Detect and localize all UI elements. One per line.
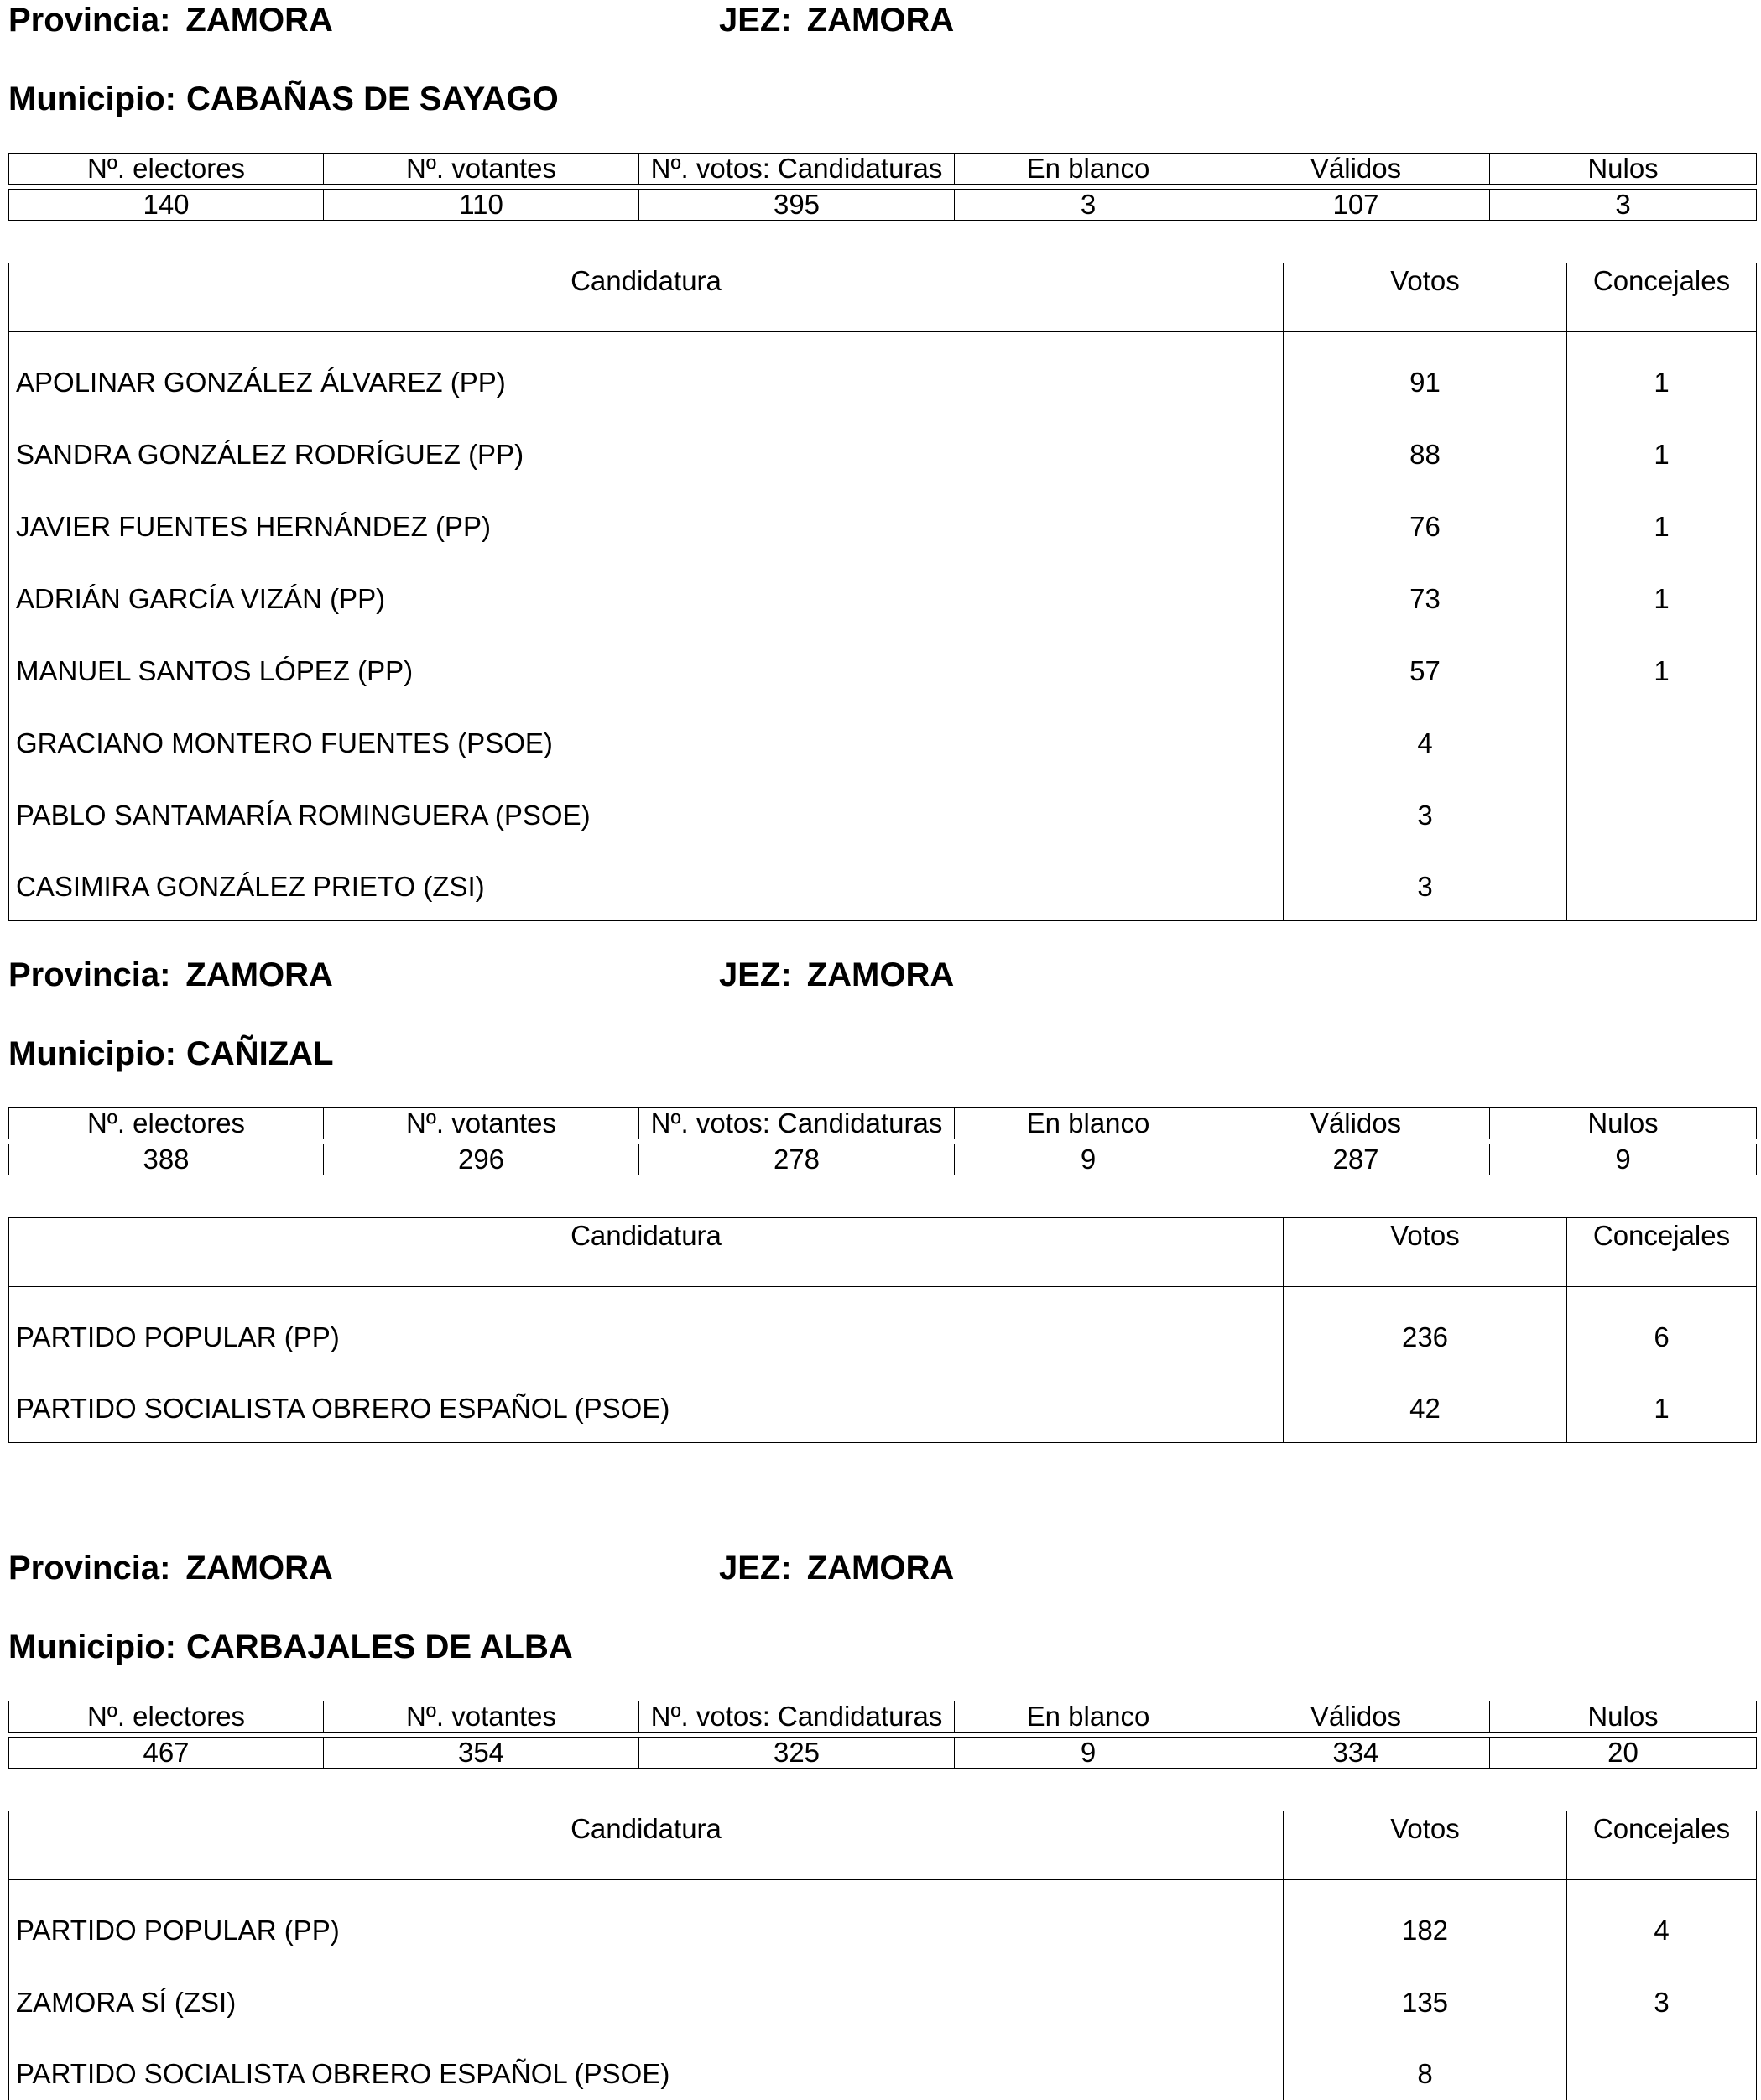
stats-table	[8, 1107, 1757, 1175]
provincia-heading	[8, 955, 333, 995]
votos-cell: 76	[1284, 488, 1567, 560]
table-row	[9, 488, 1757, 560]
concejales-cell: 6	[1567, 1287, 1757, 1371]
results-table	[8, 1217, 1757, 1443]
candidatura-header: Candidatura	[9, 263, 1284, 332]
candidatura-header: Candidatura	[9, 1811, 1284, 1880]
jez-heading	[719, 1548, 954, 1588]
stats-header-cell: Nº. votos: Candidaturas	[639, 154, 955, 185]
concejales-cell: 1	[1567, 1371, 1757, 1443]
stats-header-row	[9, 154, 1757, 185]
results-table	[8, 1811, 1757, 2100]
stats-value-row	[9, 1144, 1757, 1175]
table-row	[9, 1287, 1757, 1371]
stats-header-cell: Válidos	[1222, 1701, 1490, 1733]
stats-header-cell: Nº. votantes	[324, 154, 639, 185]
stats-header-cell: Nulos	[1490, 1701, 1757, 1733]
concejales-cell	[1567, 2036, 1757, 2100]
stats-value-cell: 20	[1490, 1738, 1757, 1769]
concejales-cell: 1	[1567, 560, 1757, 633]
candidatura-cell: CASIMIRA GONZÁLEZ PRIETO (ZSI)	[9, 849, 1284, 921]
votos-cell: 135	[1284, 1964, 1567, 2036]
stats-header-cell: En blanco	[955, 154, 1222, 185]
stats-header-cell: En blanco	[955, 1108, 1222, 1139]
votos-cell: 42	[1284, 1371, 1567, 1443]
concejales-cell: 1	[1567, 416, 1757, 488]
stats-header-cell: Nº. votos: Candidaturas	[639, 1108, 955, 1139]
votos-cell: 73	[1284, 560, 1567, 633]
municipio-label: Municipio:	[8, 1035, 176, 1072]
concejales-cell: 1	[1567, 488, 1757, 560]
votos-cell: 91	[1284, 332, 1567, 416]
votos-cell: 3	[1284, 849, 1567, 921]
provincia-heading	[8, 0, 333, 40]
candidatura-cell: ADRIÁN GARCÍA VIZÁN (PP)	[9, 560, 1284, 633]
jez-value: ZAMORA	[806, 2, 955, 39]
stats-value-cell: 395	[639, 190, 955, 221]
jez-label: JEZ:	[719, 956, 792, 993]
municipio-heading	[8, 1034, 334, 1074]
municipio-value: CABAÑAS DE SAYAGO	[185, 81, 559, 117]
candidatura-cell: PARTIDO POPULAR (PP)	[9, 1880, 1284, 1964]
stats-value-cell: 278	[639, 1144, 955, 1175]
votos-header: Votos	[1284, 1218, 1567, 1287]
results-table	[8, 263, 1757, 921]
provincia-heading	[8, 1548, 333, 1588]
concejales-cell	[1567, 777, 1757, 849]
votos-cell: 88	[1284, 416, 1567, 488]
municipio-value: CARBAJALES DE ALBA	[185, 1628, 573, 1665]
results-header-row	[9, 1811, 1757, 1880]
stats-header-cell: Nº. electores	[9, 1108, 324, 1139]
stats-value-cell: 467	[9, 1738, 324, 1769]
candidatura-cell: PABLO SANTAMARÍA ROMINGUERA (PSOE)	[9, 777, 1284, 849]
stats-value-cell: 296	[324, 1144, 639, 1175]
concejales-cell	[1567, 705, 1757, 777]
provincia-value: ZAMORA	[185, 2, 333, 39]
stats-value-cell: 140	[9, 190, 324, 221]
candidatura-cell: ZAMORA SÍ (ZSI)	[9, 1964, 1284, 2036]
stats-header-cell: Nº. electores	[9, 154, 324, 185]
stats-header-cell: Nulos	[1490, 154, 1757, 185]
candidatura-cell: JAVIER FUENTES HERNÁNDEZ (PP)	[9, 488, 1284, 560]
stats-value-cell: 9	[955, 1738, 1222, 1769]
candidatura-cell: GRACIANO MONTERO FUENTES (PSOE)	[9, 705, 1284, 777]
table-row	[9, 1964, 1757, 2036]
provincia-label: Provincia:	[8, 2, 171, 39]
candidatura-cell: PARTIDO SOCIALISTA OBRERO ESPAÑOL (PSOE)	[9, 2036, 1284, 2100]
table-row	[9, 1371, 1757, 1443]
votos-cell: 8	[1284, 2036, 1567, 2100]
stats-value-cell: 287	[1222, 1144, 1490, 1175]
table-row	[9, 849, 1757, 921]
concejales-cell: 1	[1567, 332, 1757, 416]
stats-value-cell: 354	[324, 1738, 639, 1769]
candidatura-cell: PARTIDO SOCIALISTA OBRERO ESPAÑOL (PSOE)	[9, 1371, 1284, 1443]
stats-value-cell: 325	[639, 1738, 955, 1769]
jez-label: JEZ:	[719, 2, 792, 39]
stats-value-row	[9, 190, 1757, 221]
stats-header-row	[9, 1108, 1757, 1139]
votos-cell: 182	[1284, 1880, 1567, 1964]
results-header-row	[9, 263, 1757, 332]
stats-table	[8, 153, 1757, 221]
provincia-value: ZAMORA	[185, 956, 333, 993]
concejales-header: Concejales	[1567, 1218, 1757, 1287]
votos-header: Votos	[1284, 1811, 1567, 1880]
jez-heading	[719, 0, 954, 40]
votos-cell: 57	[1284, 633, 1567, 705]
stats-header-cell: Nº. electores	[9, 1701, 324, 1733]
stats-value-cell: 110	[324, 190, 639, 221]
concejales-cell: 3	[1567, 1964, 1757, 2036]
stats-header-row	[9, 1701, 1757, 1733]
stats-header-cell: Nulos	[1490, 1108, 1757, 1139]
table-row	[9, 633, 1757, 705]
jez-value: ZAMORA	[806, 1550, 955, 1587]
table-row	[9, 416, 1757, 488]
table-row	[9, 332, 1757, 416]
municipio-heading	[8, 1627, 573, 1667]
stats-value-cell: 9	[1490, 1144, 1757, 1175]
candidatura-cell: SANDRA GONZÁLEZ RODRÍGUEZ (PP)	[9, 416, 1284, 488]
concejales-cell: 1	[1567, 633, 1757, 705]
stats-header-cell: Válidos	[1222, 154, 1490, 185]
stats-value-cell: 107	[1222, 190, 1490, 221]
concejales-header: Concejales	[1567, 1811, 1757, 1880]
results-header-row	[9, 1218, 1757, 1287]
concejales-cell: 4	[1567, 1880, 1757, 1964]
table-row	[9, 2036, 1757, 2100]
table-row	[9, 1880, 1757, 1964]
stats-value-cell: 3	[1490, 190, 1757, 221]
stats-header-cell: Nº. votantes	[324, 1108, 639, 1139]
concejales-cell	[1567, 849, 1757, 921]
candidatura-cell: PARTIDO POPULAR (PP)	[9, 1287, 1284, 1371]
provincia-value: ZAMORA	[185, 1550, 333, 1587]
municipio-label: Municipio:	[8, 1628, 176, 1665]
stats-header-cell: Válidos	[1222, 1108, 1490, 1139]
municipio-heading	[8, 79, 559, 119]
provincia-label: Provincia:	[8, 956, 171, 993]
stats-table	[8, 1701, 1757, 1769]
table-row	[9, 777, 1757, 849]
provincia-label: Provincia:	[8, 1550, 171, 1587]
candidatura-cell: MANUEL SANTOS LÓPEZ (PP)	[9, 633, 1284, 705]
concejales-header: Concejales	[1567, 263, 1757, 332]
stats-value-cell: 334	[1222, 1738, 1490, 1769]
stats-header-cell: En blanco	[955, 1701, 1222, 1733]
table-row	[9, 560, 1757, 633]
stats-header-cell: Nº. votos: Candidaturas	[639, 1701, 955, 1733]
candidatura-header: Candidatura	[9, 1218, 1284, 1287]
votos-header: Votos	[1284, 263, 1567, 332]
votos-cell: 4	[1284, 705, 1567, 777]
stats-value-cell: 9	[955, 1144, 1222, 1175]
stats-value-row	[9, 1738, 1757, 1769]
jez-heading	[719, 955, 954, 995]
candidatura-cell: APOLINAR GONZÁLEZ ÁLVAREZ (PP)	[9, 332, 1284, 416]
votos-cell: 3	[1284, 777, 1567, 849]
jez-value: ZAMORA	[806, 956, 955, 993]
table-row	[9, 705, 1757, 777]
stats-value-cell: 3	[955, 190, 1222, 221]
municipio-label: Municipio:	[8, 81, 176, 117]
stats-header-cell: Nº. votantes	[324, 1701, 639, 1733]
votos-cell: 236	[1284, 1287, 1567, 1371]
municipio-value: CAÑIZAL	[185, 1035, 334, 1072]
jez-label: JEZ:	[719, 1550, 792, 1587]
stats-value-cell: 388	[9, 1144, 324, 1175]
